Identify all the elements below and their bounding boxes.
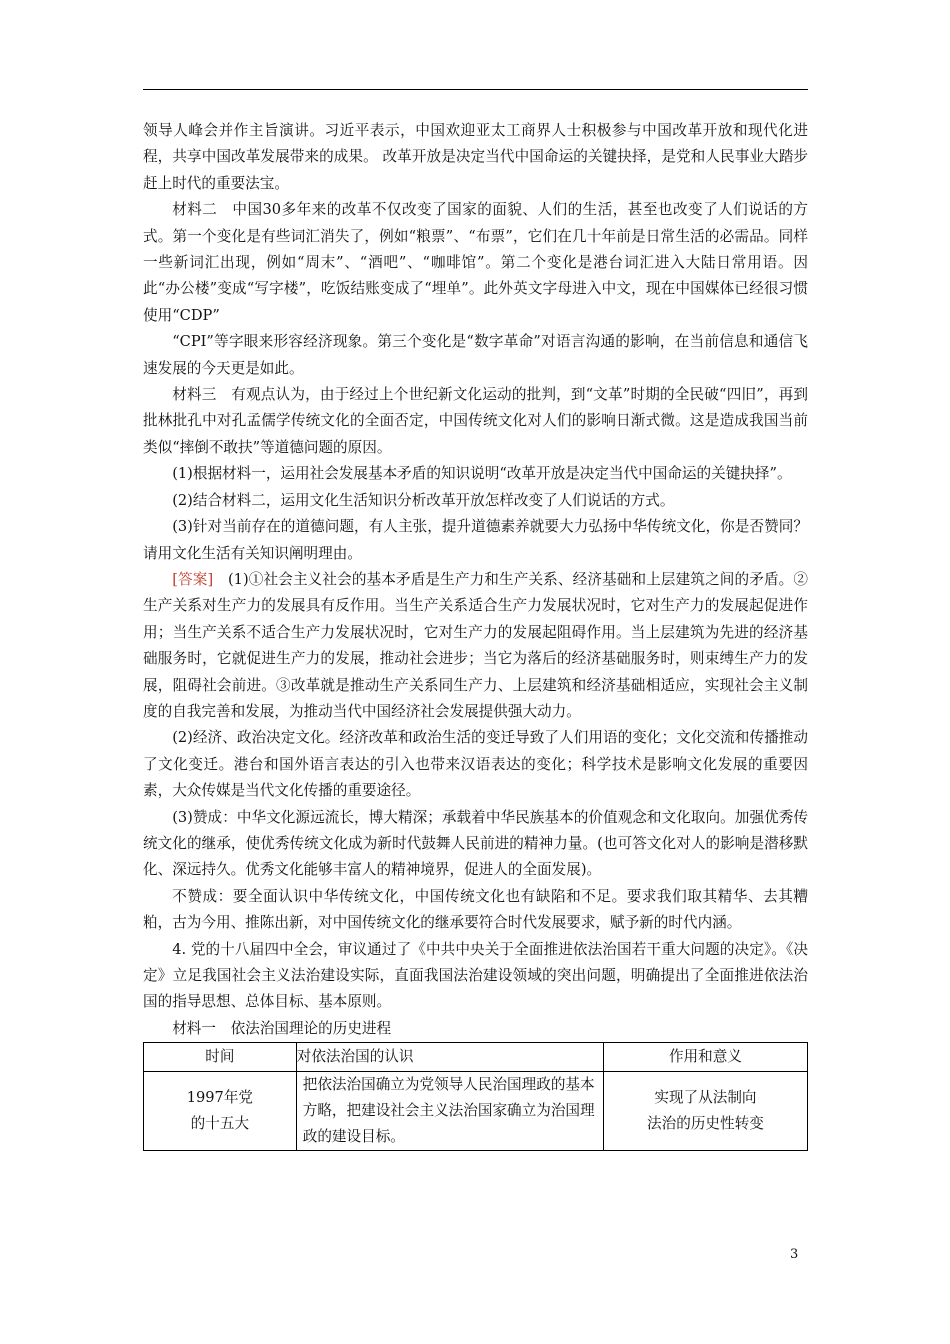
table-header-recognition: 对依法治国的认识 — [296, 1043, 603, 1072]
question-3: (3)针对当前存在的道德问题，有人主张，提升道德素养就要大力弘扬中华传统文化，你是否赞同？请用文化生活有关知识阐明理由。 — [143, 518, 808, 562]
material-two: 材料二 中国30多年来的改革不仅改变了国家的面貌、人们的生活，甚至也改变了人们说话的方式。第一个变化是有些词汇消失了，例如“粮票”、“布票”，它们在几十年前是日常生活的必需品。同样一些新词汇出现，例如“周末”、“酒吧”、“咖啡馆”。第二个变化是港台词汇进入大陆日常用语。因此“办公楼”变成“写字楼”，吃饭结账变成了“埋单”。此外英文字母进入中文，现在中国媒体已经很习惯使用“CDP” — [143, 201, 808, 324]
time-line-1: 1997年党 — [186, 1089, 254, 1107]
answer-1-text: (1)①社会主义社会的基本矛盾是生产力和生产关系、经济基础和上层建筑之间的矛盾。②生产关系对生产力的发展具有反作用。当生产关系适合生产力发展状况时，它对生产力的发展起促进作用；当生产关系不适合生产力发展状况时，它对生产力的发展起阻碍作用。当上层建筑为先进的经济基础服务时，它就促进生产力的发展，推动社会进步；当它为落后的经济基础服务时，则束缚生产力的发展，阻碍社会前进。③改革就是推动生产关系同生产力、上层建筑和经济基础相适应，实现社会主义制度的自我完善和发展，为推动当代中国经济社会发展提供强大动力。 — [143, 570, 808, 720]
table-cell-meaning — [603, 1072, 807, 1151]
page-number: 3 — [790, 1247, 799, 1262]
rule-of-law-table — [143, 1042, 808, 1151]
answer-1 — [143, 567, 808, 725]
question-4: 4. 党的十八届四中全会，审议通过了《中共中央关于全面推进依法治国若干重大问题的决定》。《决定》立足我国社会主义法治建设实际，直面我国法治建设领域的突出问题，明确提出了全面推进依法治国的指导思想、总体目标、基本原则。 — [143, 940, 808, 1011]
meaning-line-2: 法治的历史性转变 — [647, 1115, 764, 1133]
document-body — [143, 118, 808, 1151]
table-header-time: 时间 — [144, 1043, 297, 1072]
question-2: (2)结合材料二，运用文化生活知识分析改革开放怎样改变了人们说话的方式。 — [172, 491, 675, 509]
time-line-2: 的十五大 — [190, 1115, 250, 1133]
table-caption: 材料一 依法治国理论的历史进程 — [172, 1019, 392, 1037]
paragraph-intro-continued: 领导人峰会并作主旨演讲。习近平表示，中国欢迎亚太工商界人士积极参与中国改革开放和现代化进程，共享中国改革发展带来的成果。 改革开放是决定当代中国命运的关键抉择，是党和人民事业大踏步赶上时代的重要法宝。 — [143, 122, 808, 192]
meaning-line-1: 实现了从法制向 — [654, 1089, 757, 1107]
material-three: 材料三 有观点认为，由于经过上个世纪新文化运动的批判，到“文革”时期的全民破“四旧”，再到批林批孔中对孔孟儒学传统文化的全面否定，中国传统文化对人们的影响日渐式微。这是造成我国当前类似“摔倒不敢扶”等道德问题的原因。 — [143, 386, 808, 456]
material-two-continued: “CPI”等字眼来形容经济现象。第三个变化是“数字革命”对语言沟通的影响，在当前信息和通信飞速发展的今天更是如此。 — [143, 333, 808, 377]
table-cell-time — [144, 1072, 297, 1151]
answer-2: (2)经济、政治决定文化。经济改革和政治生活的变迁导致了人们用语的变化；文化交流和传播推动了文化变迁。港台和国外语言表达的引入也带来汉语表达的变化；科学技术是影响文化发展的重要因素，大众传媒是当代文化传播的重要途径。 — [143, 729, 808, 800]
header-rule — [143, 89, 808, 90]
table-row — [144, 1072, 808, 1151]
table-header-meaning: 作用和意义 — [603, 1043, 807, 1072]
answer-3-oppose: 不赞成：要全面认识中华传统文化，中国传统文化也有缺陷和不足。要求我们取其精华、去其糟粕，古为今用、推陈出新，对中国传统文化的继承要符合时代发展要求，赋予新的时代内涵。 — [143, 887, 808, 932]
table-cell-recognition: 把依法治国确立为党领导人民治国理政的基本方略，把建设社会主义法治国家确立为治国理政的建设目标。 — [296, 1072, 603, 1151]
question-1: (1)根据材料一，运用社会发展基本矛盾的知识说明“改革开放是决定当代中国命运的关键抉择”。 — [172, 465, 792, 483]
answer-3: (3)赞成：中华文化源远流长，博大精深；承载着中华民族基本的价值观念和文化取向。加强优秀传统文化的继承，使优秀传统文化成为新时代鼓舞人民前进的精神力量。(也可答文化对人的影响是潜移默化、深远持久。优秀文化能够丰富人的精神境界，促进人的全面发展)。 — [143, 808, 808, 879]
answer-label: [答案] — [172, 570, 214, 588]
table-header-row — [144, 1043, 808, 1072]
